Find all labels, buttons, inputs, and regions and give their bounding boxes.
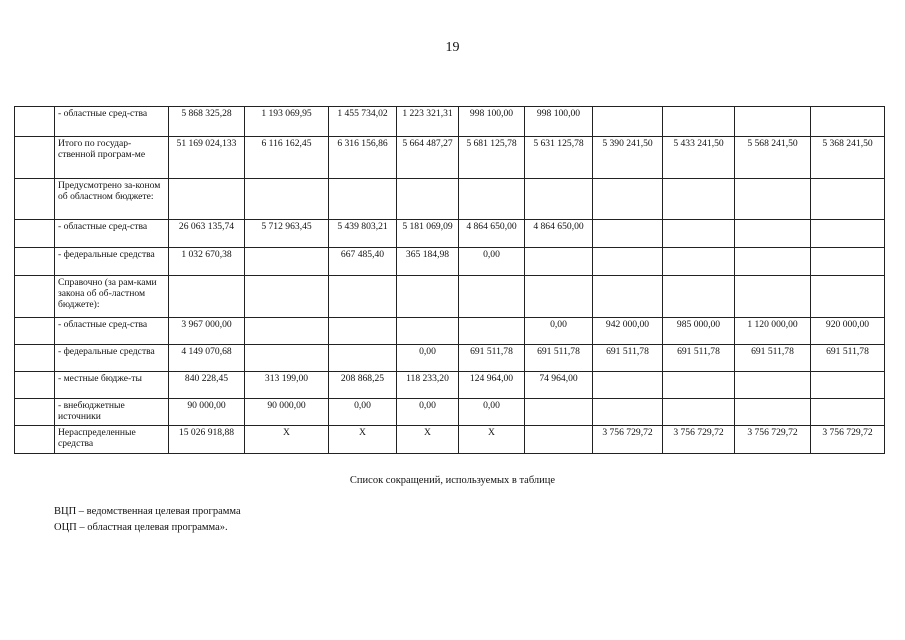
table-cell [245,318,329,345]
table-cell [735,276,811,318]
table-cell: 6 116 162,45 [245,137,329,179]
row-number-cell [15,179,55,220]
row-label: - федеральные средства [55,345,169,372]
table-cell: 5 568 241,50 [735,137,811,179]
table-cell: 51 169 024,133 [169,137,245,179]
table-cell [525,248,593,276]
table-cell: 1 120 000,00 [735,318,811,345]
table-cell [525,276,593,318]
table-cell [593,179,663,220]
table-cell: 985 000,00 [663,318,735,345]
row-label: - областные сред-ства [55,318,169,345]
table-cell [525,179,593,220]
table-cell: 998 100,00 [459,107,525,137]
table-cell [459,179,525,220]
row-number-cell [15,345,55,372]
table-cell [735,179,811,220]
table-row [15,399,885,426]
table-cell: 0,00 [397,345,459,372]
table-cell [811,179,885,220]
table-cell [397,179,459,220]
row-label: - областные сред-ства [55,107,169,137]
row-label: - федеральные средства [55,248,169,276]
table-cell: 0,00 [525,318,593,345]
table-cell [245,179,329,220]
table-cell: Х [459,426,525,454]
table-cell [811,372,885,399]
table-cell [245,276,329,318]
table-row [15,137,885,179]
table-cell: 208 868,25 [329,372,397,399]
table-cell: 998 100,00 [525,107,593,137]
row-number-cell [15,399,55,426]
table-cell [663,276,735,318]
table-cell [525,399,593,426]
row-number-cell [15,107,55,137]
table-cell [525,426,593,454]
table-cell: 90 000,00 [245,399,329,426]
table-cell [811,399,885,426]
table-cell [811,276,885,318]
row-label: - внебюджетные источники [55,399,169,426]
table-cell [397,318,459,345]
table-cell: 4 149 070,68 [169,345,245,372]
table-cell [593,399,663,426]
row-label: Справочно (за рам-ками закона об об-ластном бюджете): [55,276,169,318]
table-cell: 691 511,78 [525,345,593,372]
table-cell: 1 193 069,95 [245,107,329,137]
table-cell: 1 455 734,02 [329,107,397,137]
table-cell: 0,00 [459,248,525,276]
table-cell: 4 864 650,00 [525,220,593,248]
table-cell: 691 511,78 [811,345,885,372]
table-cell [735,248,811,276]
table-cell [593,372,663,399]
table-cell: 0,00 [459,399,525,426]
table-cell [735,372,811,399]
table-cell: 6 316 156,86 [329,137,397,179]
table-cell [811,248,885,276]
table-cell [245,248,329,276]
table-cell: 691 511,78 [663,345,735,372]
table-cell [811,107,885,137]
table-row [15,248,885,276]
table-cell: 124 964,00 [459,372,525,399]
table-cell: 691 511,78 [735,345,811,372]
table-row [15,318,885,345]
table-cell: 667 485,40 [329,248,397,276]
table-cell [593,220,663,248]
table-cell: 3 756 729,72 [735,426,811,454]
table-row [15,276,885,318]
table-cell [459,318,525,345]
table-cell: Х [397,426,459,454]
row-label: - областные сред-ства [55,220,169,248]
table-cell [459,276,525,318]
table-cell: 1 032 670,38 [169,248,245,276]
table-cell [663,372,735,399]
table-cell [593,276,663,318]
table-cell: 0,00 [397,399,459,426]
table-cell [663,399,735,426]
table-cell [593,107,663,137]
table-cell: Х [329,426,397,454]
table-cell: 5 390 241,50 [593,137,663,179]
table-cell [663,179,735,220]
table-cell [169,276,245,318]
table-cell: 3 756 729,72 [663,426,735,454]
budget-table-body [15,107,885,454]
table-row [15,107,885,137]
table-cell: 4 864 650,00 [459,220,525,248]
abbreviation-ocp: ОЦП – областная целевая программа». [54,522,228,533]
table-cell: 0,00 [329,399,397,426]
table-cell [663,107,735,137]
table-cell [397,276,459,318]
table-cell [811,220,885,248]
table-cell: 691 511,78 [593,345,663,372]
table-cell: 90 000,00 [169,399,245,426]
table-cell: Х [245,426,329,454]
row-number-cell [15,276,55,318]
table-row [15,345,885,372]
table-cell: 118 233,20 [397,372,459,399]
table-row [15,220,885,248]
table-cell [663,220,735,248]
table-cell: 3 967 000,00 [169,318,245,345]
table-cell [329,276,397,318]
page-number: 19 [445,40,460,55]
table-cell: 15 026 918,88 [169,426,245,454]
table-row [15,179,885,220]
table-cell: 26 063 135,74 [169,220,245,248]
table-cell [735,399,811,426]
abbreviation-vcp: ВЦП – ведомственная целевая программа [54,506,241,517]
table-cell: 74 964,00 [525,372,593,399]
table-cell [329,318,397,345]
table-cell: 5 712 963,45 [245,220,329,248]
table-cell: 5 439 803,21 [329,220,397,248]
table-cell: 5 433 241,50 [663,137,735,179]
table-cell: 942 000,00 [593,318,663,345]
row-label: Нераспределенные средства [55,426,169,454]
table-cell [169,179,245,220]
table-cell: 691 511,78 [459,345,525,372]
table-cell: 5 681 125,78 [459,137,525,179]
table-cell [329,345,397,372]
table-cell: 840 228,45 [169,372,245,399]
table-cell: 313 199,00 [245,372,329,399]
table-cell: 5 664 487,27 [397,137,459,179]
table-cell: 5 868 325,28 [169,107,245,137]
table-cell: 365 184,98 [397,248,459,276]
table-cell: 5 368 241,50 [811,137,885,179]
table-cell: 3 756 729,72 [811,426,885,454]
table-cell [245,345,329,372]
table-cell: 5 631 125,78 [525,137,593,179]
abbreviations-caption: Список сокращений, используемых в таблице [349,475,556,486]
table-cell: 920 000,00 [811,318,885,345]
table-cell [593,248,663,276]
row-label: Итого по государ-ственной програм-ме [55,137,169,179]
row-number-cell [15,137,55,179]
table-cell [329,179,397,220]
row-label: Предусмотрено за-коном об областном бюджете: [55,179,169,220]
row-number-cell [15,318,55,345]
budget-table [14,106,885,454]
row-label: - местные бюдже-ты [55,372,169,399]
table-cell [663,248,735,276]
table-row [15,426,885,454]
row-number-cell [15,220,55,248]
row-number-cell [15,248,55,276]
table-cell [735,220,811,248]
table-cell: 1 223 321,31 [397,107,459,137]
row-number-cell [15,426,55,454]
row-number-cell [15,372,55,399]
table-cell: 5 181 069,09 [397,220,459,248]
table-cell [735,107,811,137]
table-cell: 3 756 729,72 [593,426,663,454]
table-row [15,372,885,399]
